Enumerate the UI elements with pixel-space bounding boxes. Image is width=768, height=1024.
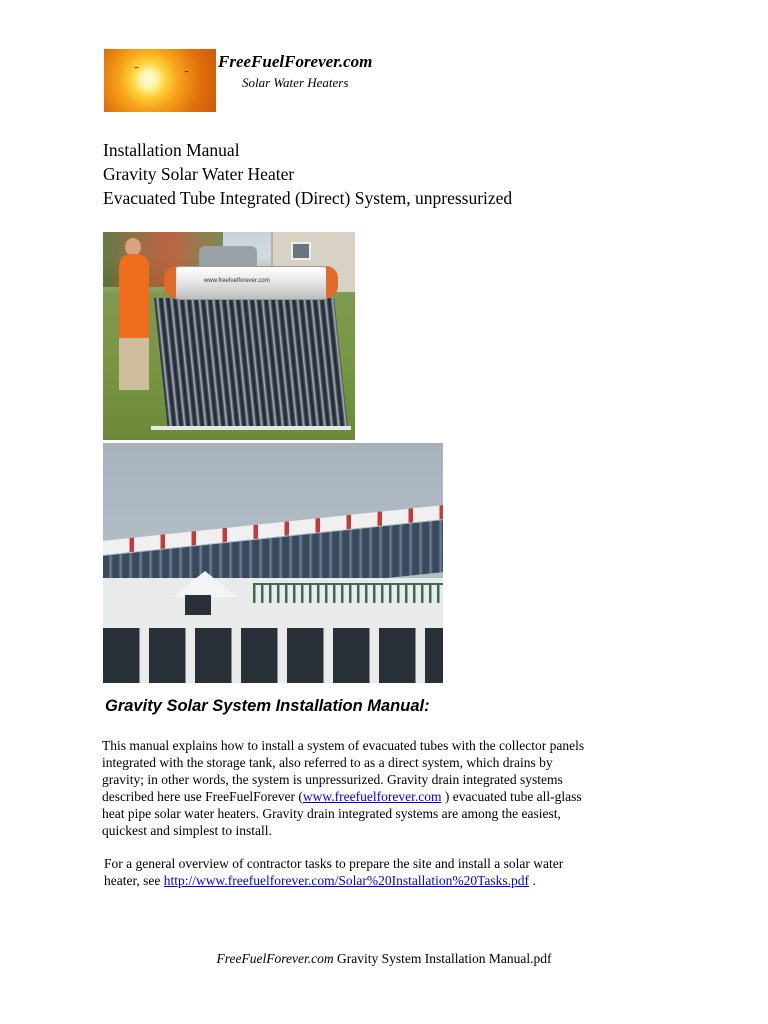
title-line-1: Installation Manual: [103, 140, 240, 160]
bird-icon: [134, 67, 139, 70]
footer-site: FreeFuelForever.com: [216, 951, 334, 966]
paragraph-line: ) evacuated tube all-glass: [441, 789, 582, 804]
paragraph-line: For a general overview of contractor tasks to prepare the site and install a solar water: [104, 856, 564, 871]
dormer-window: [185, 595, 211, 615]
window-row: [103, 628, 443, 683]
overview-paragraph: [104, 855, 674, 889]
title-line-2: Gravity Solar Water Heater: [103, 164, 295, 184]
rooftop-installation-photo: [103, 443, 443, 683]
paragraph-line: heat pipe solar water heaters. Gravity drain integrated systems are among the easiest,: [102, 806, 561, 821]
evacuated-tubes: [154, 298, 348, 429]
house-window: [291, 242, 311, 260]
person-body: [119, 254, 149, 342]
paragraph-line: quickest and simplest to install.: [102, 823, 272, 838]
intro-paragraph: [102, 737, 672, 839]
solar-heater-photo: [103, 232, 355, 440]
paragraph-line: gravity; in other words, the system is unpressurized. Gravity drain integrated systems: [102, 772, 563, 787]
brand-tagline: Solar Water Heaters: [242, 75, 349, 90]
tank-label: www.freefuelforever.com: [204, 278, 270, 284]
paragraph-line: This manual explains how to install a system of evacuated tubes with the collector panels: [102, 738, 585, 753]
section-title: Gravity Solar System Installation Manual:: [105, 697, 430, 715]
paragraph-line: .: [529, 873, 536, 888]
mount-frame: [151, 426, 351, 430]
freefuelforever-link[interactable]: www.freefuelforever.com: [302, 789, 442, 804]
bird-icon: [184, 71, 189, 74]
dormer-gable: [173, 571, 237, 597]
paragraph-line: described here use FreeFuelForever (: [102, 789, 303, 804]
car-background: [199, 246, 257, 268]
title-line-3: Evacuated Tube Integrated (Direct) System, unpressurized: [103, 188, 513, 208]
brand-name: FreeFuelForever.com: [218, 52, 373, 71]
person-legs: [119, 338, 149, 390]
page-footer: [0, 951, 768, 967]
paragraph-line: integrated with the storage tank, also referred to as a direct system, which drains by: [102, 755, 553, 770]
document-titles: [103, 138, 512, 210]
footer-doc-name: Gravity System Installation Manual.pdf: [333, 951, 552, 966]
sunset-logo: [104, 49, 216, 112]
balcony-railing: [253, 583, 443, 603]
installation-tasks-link[interactable]: http://www.freefuelforever.com/Solar%20Installation%20Tasks.pdf: [163, 873, 530, 888]
storage-tank: [165, 266, 337, 300]
paragraph-line: heater, see: [104, 873, 164, 888]
